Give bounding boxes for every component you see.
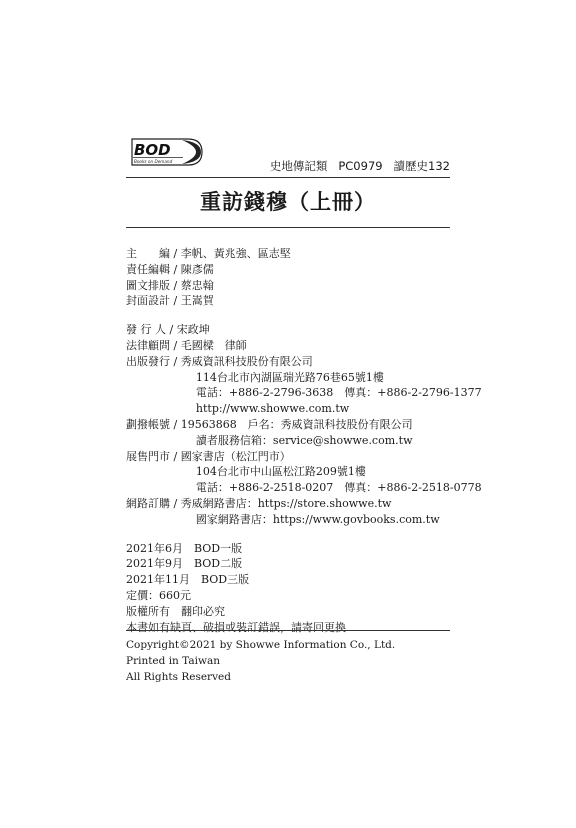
edition-line: 2021年9月 BOD二版	[126, 557, 243, 571]
copyright-line: Printed in Taiwan	[126, 654, 220, 667]
copyright-block	[126, 638, 395, 685]
price-line: 定價：660元	[126, 588, 191, 602]
publisher-line: 讀者服務信箱：service@showwe.com.tw	[126, 433, 413, 447]
notice-line: 本書如有缺頁、破損或裝訂錯誤，請寄回更換	[126, 620, 346, 634]
publisher-line: 展售門市 / 國家書店（松江門市）	[126, 449, 291, 463]
copyright-rule	[126, 630, 450, 631]
book-title: 重訪錢穆（上冊）	[200, 189, 376, 214]
credit-line: 主 編 / 李帆、黃兆強、區志堅	[126, 247, 291, 260]
edition-line: 2021年6月 BOD一版	[126, 541, 243, 555]
credit-line: 圖文排版 / 蔡忠翰	[126, 278, 214, 292]
edition-line: 2021年11月 BOD三版	[126, 573, 250, 587]
rights-line: 版權所有 翻印必究	[126, 604, 225, 618]
publisher-line: 電話：+886-2-2518-0207 傳真：+886-2-2518-0778	[126, 481, 482, 495]
copyright-line: Copyright©2021 by Showwe Information Co., Ltd.	[126, 639, 396, 651]
copyright-line: All Rights Reserved	[126, 670, 231, 683]
publisher-line: 104台北市中山區松江路209號1樓	[126, 465, 366, 479]
credits-block	[126, 246, 482, 635]
credit-line: 封面設計 / 王嵩賀	[126, 294, 214, 308]
credit-line: 責任編輯 / 陳彥儒	[126, 262, 214, 276]
publisher-line: 出版發行 / 秀威資訊科技股份有限公司	[126, 354, 313, 368]
publisher-line: http://www.showwe.com.tw	[126, 402, 350, 416]
publisher-line: 電話：+886-2-2796-3638 傳真：+886-2-2796-1377	[126, 386, 482, 400]
publisher-line: 發 行 人 / 宋政坤	[126, 323, 210, 337]
title-rule	[126, 227, 450, 228]
series-info: 史地傳記類 PC0979 讀歷史132	[269, 159, 450, 173]
logo-subtext: Books on Demand	[134, 159, 173, 164]
publisher-line: 網路訂購 / 秀威網路書店：https://store.showwe.tw	[126, 496, 392, 510]
publisher-line: 法律顧問 / 毛國樑 律師	[126, 338, 247, 352]
publisher-line: 國家網路書店：https://www.govbooks.com.tw	[126, 512, 440, 526]
publisher-line: 劃撥帳號 / 19563868 戶名：秀威資訊科技股份有限公司	[126, 417, 413, 431]
publisher-line: 114台北市內湖區瑞光路76巷65號1樓	[126, 370, 384, 384]
bod-logo	[126, 136, 204, 168]
logo-text: BOD	[134, 141, 171, 159]
top-rule	[126, 177, 450, 178]
